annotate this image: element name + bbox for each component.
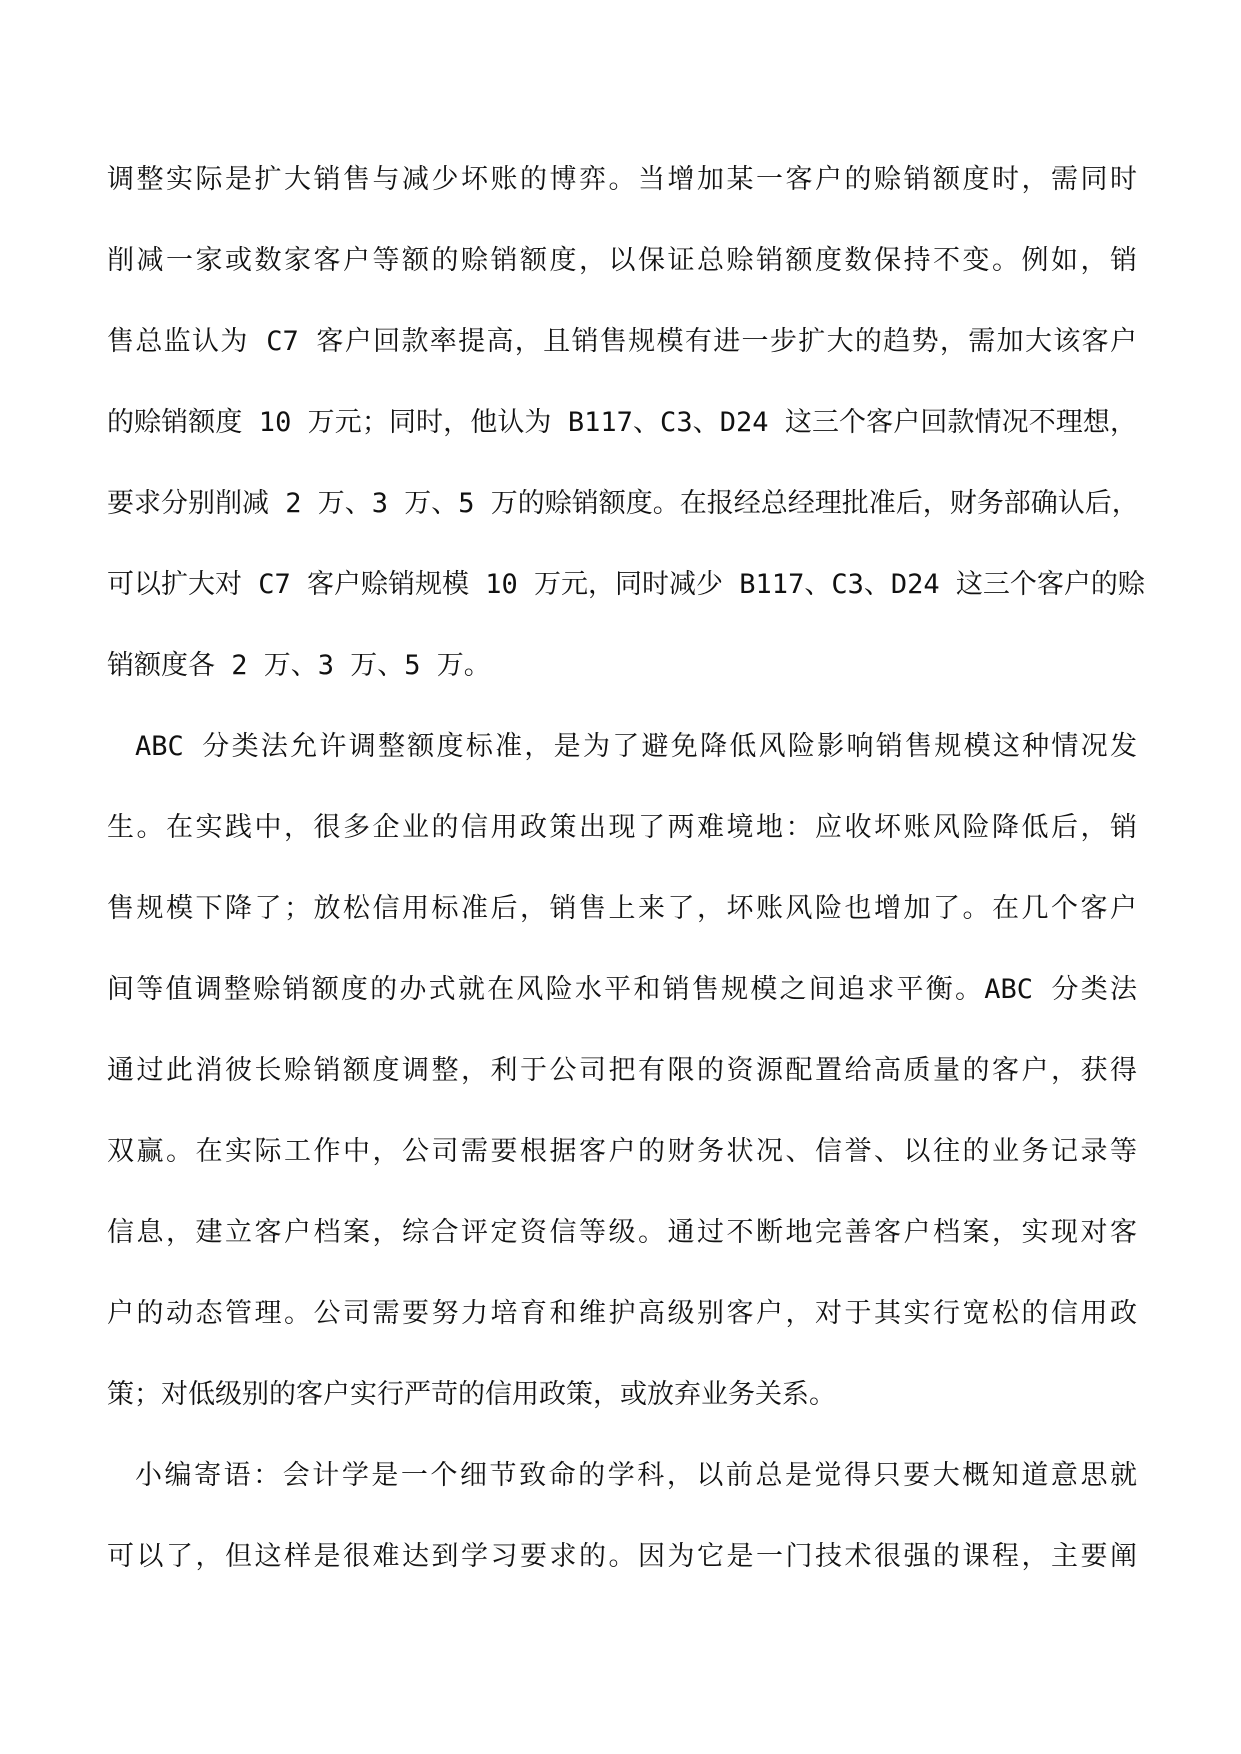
document-body bbox=[107, 160, 1145, 1618]
paragraph-editor-note bbox=[107, 1456, 1137, 1618]
text-line: 双赢。在实际工作中，公司需要根据客户的财务状况、信誉、以往的业务记录等 bbox=[107, 1136, 1137, 1167]
text-line: 调整实际是扩大销售与减少坏账的博弈。当增加某一客户的赊销额度时，需同时 bbox=[107, 164, 1137, 195]
text-line: 可以了，但这样是很难达到学习要求的。因为它是一门技术很强的课程，主要阐 bbox=[107, 1541, 1137, 1572]
text-line: 策；对低级别的客户实行严苛的信用政策，或放弃业务关系。 bbox=[107, 1379, 836, 1410]
text-line: 户的动态管理。公司需要努力培育和维护高级别客户，对于其实行宽松的信用政 bbox=[107, 1298, 1137, 1329]
text-line: 销额度各 2 万、3 万、5 万。 bbox=[107, 650, 491, 681]
paragraph-credit-adjustment bbox=[107, 160, 1145, 727]
text-line: ABC 分类法允许调整额度标准，是为了避免降低风险影响销售规模这种情况发 bbox=[135, 731, 1137, 762]
text-line: 削减一家或数家客户等额的赊销额度，以保证总赊销额度数保持不变。例如，销 bbox=[107, 245, 1137, 276]
text-line: 售规模下降了；放松信用标准后，销售上来了，坏账风险也增加了。在几个客户 bbox=[107, 893, 1137, 924]
text-line: 生。在实践中，很多企业的信用政策出现了两难境地：应收坏账风险降低后，销 bbox=[107, 812, 1137, 843]
text-line: 间等值调整赊销额度的办式就在风险水平和销售规模之间追求平衡。ABC 分类法 bbox=[107, 974, 1137, 1005]
text-line: 小编寄语：会计学是一个细节致命的学科，以前总是觉得只要大概知道意思就 bbox=[135, 1460, 1137, 1491]
text-line: 售总监认为 C7 客户回款率提高，且销售规模有进一步扩大的趋势，需加大该客户 bbox=[107, 326, 1137, 357]
text-line: 要求分别削减 2 万、3 万、5 万的赊销额度。在报经总经理批准后，财务部确认后， bbox=[107, 488, 1139, 519]
text-line: 通过此消彼长赊销额度调整，利于公司把有限的资源配置给高质量的客户，获得 bbox=[107, 1055, 1137, 1086]
text-line: 的赊销额度 10 万元；同时，他认为 B117、C3、D24 这三个客户回款情况不理想， bbox=[107, 407, 1137, 438]
text-line: 可以扩大对 C7 客户赊销规模 10 万元，同时减少 B117、C3、D24 这三个客户的赊 bbox=[107, 569, 1145, 600]
paragraph-abc-classification bbox=[107, 727, 1137, 1456]
text-line: 信息，建立客户档案，综合评定资信等级。通过不断地完善客户档案，实现对客 bbox=[107, 1217, 1137, 1248]
